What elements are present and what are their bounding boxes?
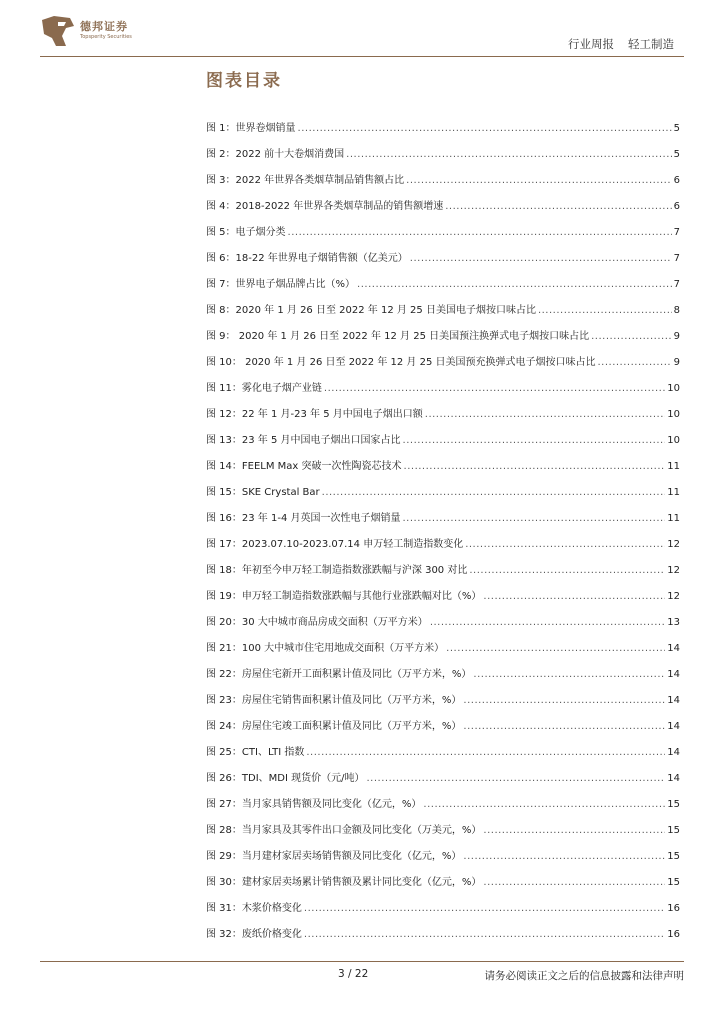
toc-leader-dots [483,825,665,836]
header-tags [568,36,674,52]
toc-leader-dots [597,357,671,368]
toc-entry-label: 图 31：木浆价格变化 [206,903,302,914]
toc-leader-dots [463,695,665,706]
toc-entry-page: 8 [673,305,680,316]
toc-entry-page: 6 [673,201,680,212]
toc-entry-label: 图 8：2020 年 1 月 26 日至 2022 年 12 月 25 日美国电子烟按口味占比 [206,305,536,316]
toc-entry-page: 11 [667,487,680,498]
toc-entry[interactable] [206,446,680,472]
toc-entry-label: 图 27：当月家具销售额及同比变化（亿元，%） [206,799,422,810]
toc-entry-label: 图 6：18-22 年世界电子烟销售额（亿美元） [206,253,408,264]
toc-entry-label: 图 21：100 大中城市住宅用地成交面积（万平方米） [206,643,445,654]
toc-entry[interactable] [206,238,680,264]
toc-entry-label: 图 15：SKE Crystal Bar [206,487,320,498]
toc-entry-page: 7 [673,279,680,290]
toc-leader-dots [483,591,665,602]
toc-leader-dots [425,409,666,420]
toc-entry-page: 14 [667,669,680,680]
toc-leader-dots [465,539,665,550]
toc-entry[interactable] [206,862,680,888]
toc-leader-dots [446,643,665,654]
toc-entry-label: 图 16：23 年 1-4 月英国一次性电子烟销量 [206,513,401,524]
toc-entry[interactable] [206,628,680,654]
toc-entry[interactable] [206,264,680,290]
toc-entry-page: 7 [673,227,680,238]
toc-entry[interactable] [206,654,680,680]
toc-entry-label: 图 18：年初至今申万轻工制造指数涨跌幅与沪深 300 对比 [206,565,468,576]
footer-divider [40,961,684,962]
toc-entry-page: 6 [673,175,680,186]
toc-leader-dots [304,903,665,914]
toc-entry[interactable] [206,576,680,602]
toc-title: 图表目录 [206,71,282,91]
toc-entry-label: 图 1：世界卷烟销量 [206,123,296,134]
toc-leader-dots [404,461,666,472]
toc-leader-dots [403,435,666,446]
toc-entry-page: 12 [667,539,680,550]
toc-entry-page: 14 [667,643,680,654]
logo-cn-text: 德邦证券 [80,20,128,33]
toc-entry-page: 5 [673,149,680,160]
toc-list [206,108,680,940]
toc-leader-dots [304,929,665,940]
toc-entry-label: 图 26：TDI、MDI 现货价（元/吨） [206,773,365,784]
toc-entry-page: 10 [667,409,680,420]
toc-entry-page: 9 [673,331,680,342]
toc-entry-label: 图 4：2018-2022 年世界各类烟草制品的销售额增速 [206,201,444,212]
company-logo [40,14,130,48]
toc-entry[interactable] [206,368,680,394]
toc-leader-dots [324,383,665,394]
toc-leader-dots [538,305,672,316]
report-type: 行业周报 [568,37,614,51]
toc-entry-page: 10 [667,435,680,446]
toc-entry-label: 图 30：建材家居卖场累计销售额及累计同比变化（亿元，%） [206,877,482,888]
toc-leader-dots [306,747,665,758]
toc-entry-page: 7 [673,253,680,264]
toc-entry-page: 13 [667,617,680,628]
toc-leader-dots [423,799,665,810]
toc-leader-dots [410,253,672,264]
toc-entry-label: 图 29：当月建材家居卖场销售额及同比变化（亿元，%） [206,851,462,862]
toc-entry-page: 15 [667,851,680,862]
toc-entry-label: 图 3：2022 年世界各类烟草制品销售额占比 [206,175,405,186]
toc-entry[interactable] [206,212,680,238]
logo-en-text: Topsperity Securities [80,34,132,40]
toc-entry-label: 图 20：30 大中城市商品房成交面积（万平方米） [206,617,428,628]
toc-entry[interactable] [206,732,680,758]
toc-entry[interactable] [206,160,680,186]
toc-entry-label: 图 19：申万轻工制造指数涨跌幅与其他行业涨跌幅对比（%） [206,591,482,602]
toc-leader-dots [445,201,671,212]
toc-entry-label: 图 9： 2020 年 1 月 26 日至 2022 年 12 月 25 日美国预注换弹式电子烟按口味占比 [206,331,590,342]
toc-leader-dots [430,617,665,628]
logo-mark-icon [40,14,76,48]
toc-entry-page: 15 [667,825,680,836]
toc-entry[interactable] [206,394,680,420]
footer-page-number: 3 / 22 [338,968,369,980]
toc-entry-label: 图 10： 2020 年 1 月 26 日至 2022 年 12 月 25 日美国预充换弹式电子烟按口味占比 [206,357,596,368]
footer-disclaimer: 请务必阅读正文之后的信息披露和法律声明 [484,970,684,982]
header-divider [40,56,684,57]
toc-entry-label: 图 24：房屋住宅竣工面积累计值及同比（万平方米，%） [206,721,462,732]
toc-leader-dots [322,487,666,498]
toc-entry[interactable] [206,186,680,212]
toc-entry-label: 图 22：房屋住宅新开工面积累计值及同比（万平方米，%） [206,669,472,680]
toc-entry-page: 15 [667,799,680,810]
toc-entry[interactable] [206,550,680,576]
toc-entry-page: 11 [667,513,680,524]
toc-entry[interactable] [206,472,680,498]
toc-entry-page: 14 [667,747,680,758]
toc-entry-page: 14 [667,695,680,706]
toc-entry[interactable] [206,706,680,732]
toc-entry[interactable] [206,784,680,810]
toc-entry[interactable] [206,758,680,784]
toc-entry-page: 9 [673,357,680,368]
toc-entry-page: 11 [667,461,680,472]
toc-entry-page: 15 [667,877,680,888]
toc-leader-dots [463,721,665,732]
toc-entry-label: 图 13：23 年 5 月中国电子烟出口国家占比 [206,435,401,446]
toc-entry[interactable] [206,316,680,342]
toc-leader-dots [591,331,672,342]
toc-entry-label: 图 25：CTI、LTI 指数 [206,747,305,758]
toc-entry-label: 图 32：废纸价格变化 [206,929,302,940]
toc-entry[interactable] [206,888,680,914]
toc-entry-label: 图 7：世界电子烟品牌占比（%） [206,279,356,290]
toc-entry-label: 图 14：FEELM Max 突破一次性陶瓷芯技术 [206,461,402,472]
toc-leader-dots [403,513,666,524]
toc-leader-dots [406,175,671,186]
toc-entry[interactable] [206,914,680,940]
toc-leader-dots [346,149,671,160]
toc-leader-dots [298,123,672,134]
toc-leader-dots [367,773,666,784]
toc-entry[interactable] [206,680,680,706]
toc-leader-dots [469,565,665,576]
industry-name: 轻工制造 [628,37,674,51]
toc-entry-label: 图 5：电子烟分类 [206,227,286,238]
toc-entry[interactable] [206,290,680,316]
toc-leader-dots [483,877,665,888]
toc-entry[interactable] [206,524,680,550]
toc-entry[interactable] [206,602,680,628]
toc-entry[interactable] [206,836,680,862]
toc-entry[interactable] [206,108,680,134]
toc-entry[interactable] [206,134,680,160]
toc-entry-page: 16 [667,929,680,940]
toc-entry-page: 12 [667,591,680,602]
toc-leader-dots [473,669,665,680]
toc-entry-label: 图 11：雾化电子烟产业链 [206,383,322,394]
toc-leader-dots [288,227,672,238]
toc-entry-label: 图 17：2023.07.10-2023.07.14 申万轻工制造指数变化 [206,539,464,550]
toc-entry-page: 12 [667,565,680,576]
toc-entry-page: 5 [673,123,680,134]
toc-entry[interactable] [206,420,680,446]
toc-entry-label: 图 12：22 年 1 月-23 年 5 月中国电子烟出口额 [206,409,423,420]
toc-entry-page: 14 [667,773,680,784]
toc-entry-label: 图 23：房屋住宅销售面积累计值及同比（万平方米，%） [206,695,462,706]
toc-entry-page: 16 [667,903,680,914]
toc-entry[interactable] [206,810,680,836]
toc-entry[interactable] [206,498,680,524]
toc-entry-page: 14 [667,721,680,732]
toc-entry-label: 图 28：当月家具及其零件出口金额及同比变化（万美元，%） [206,825,482,836]
toc-entry[interactable] [206,342,680,368]
toc-entry-page: 10 [667,383,680,394]
toc-entry-label: 图 2：2022 前十大卷烟消费国 [206,149,345,160]
toc-leader-dots [463,851,665,862]
toc-leader-dots [357,279,672,290]
